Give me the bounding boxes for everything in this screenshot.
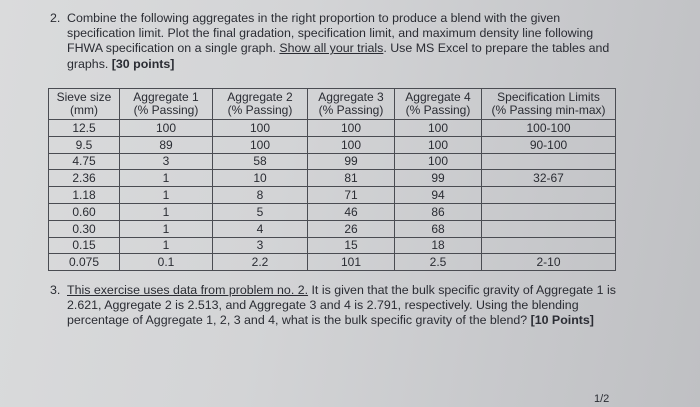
table-cell: 12.5 bbox=[49, 120, 120, 137]
table-cell: 46 bbox=[308, 203, 395, 220]
table-cell: 86 bbox=[395, 203, 482, 220]
table-cell: 1 bbox=[120, 170, 213, 187]
table-cell: 9.5 bbox=[49, 136, 120, 153]
table-cell: 100 bbox=[120, 120, 213, 137]
table-row bbox=[49, 120, 616, 137]
table-cell: 100 bbox=[395, 136, 482, 153]
column-header bbox=[213, 89, 308, 120]
question-2 bbox=[50, 11, 630, 72]
table-cell: 2.5 bbox=[395, 254, 482, 271]
table-cell bbox=[482, 237, 616, 254]
underlined-text: Show all your trials bbox=[279, 41, 384, 56]
table-cell: 3 bbox=[213, 237, 308, 254]
table-cell: 100 bbox=[213, 136, 308, 153]
table-cell bbox=[482, 203, 616, 220]
table-row bbox=[49, 220, 616, 237]
table-cell: 99 bbox=[395, 170, 482, 187]
question-text-2: . Use MS Excel to prepare the tables and graphs. bbox=[67, 41, 610, 71]
table-cell: 89 bbox=[120, 136, 213, 153]
table-cell: 26 bbox=[308, 220, 395, 237]
table-cell: 15 bbox=[308, 237, 395, 254]
table-cell: 100-100 bbox=[482, 120, 616, 137]
table-cell: 3 bbox=[120, 153, 213, 170]
table-cell: 99 bbox=[308, 153, 395, 170]
points: [30 points] bbox=[111, 56, 175, 71]
table-cell: 0.60 bbox=[49, 203, 120, 220]
points: [10 Points] bbox=[530, 313, 594, 328]
table-row bbox=[49, 203, 616, 220]
question-text: Combine the following aggregates in the right proportion to produce a blend with the given specification limit. Plot the final gradation, specification limit, and maximum density line following FHWA specification on a single graph. bbox=[67, 11, 594, 56]
column-header bbox=[49, 89, 120, 120]
table-cell bbox=[482, 220, 616, 237]
underlined-text: This exercise uses data from problem no. 2. bbox=[67, 283, 309, 297]
table-row bbox=[49, 237, 616, 254]
table-cell: 0.30 bbox=[49, 220, 120, 237]
table-cell: 100 bbox=[395, 120, 482, 137]
table-cell: 18 bbox=[395, 237, 482, 254]
question-3 bbox=[50, 283, 635, 329]
header-line: Sieve size bbox=[56, 89, 112, 104]
question-number: 3. bbox=[50, 283, 61, 297]
header-line: Aggregate 4 bbox=[405, 89, 471, 104]
table-cell: 0.1 bbox=[120, 254, 213, 271]
table-cell: 1 bbox=[120, 237, 213, 254]
header-line: Aggregate 3 bbox=[318, 89, 384, 104]
table-cell: 94 bbox=[395, 187, 482, 204]
table-cell: 101 bbox=[308, 254, 395, 271]
table-cell: 8 bbox=[213, 187, 308, 204]
column-header bbox=[482, 89, 616, 120]
table-row bbox=[49, 136, 616, 153]
question-number: 2. bbox=[50, 11, 61, 25]
header-line: Aggregate 2 bbox=[227, 89, 293, 104]
header-line: Specification Limits bbox=[497, 89, 600, 104]
column-header bbox=[395, 89, 482, 120]
table-cell: 5 bbox=[213, 203, 308, 220]
aggregate-table bbox=[48, 88, 616, 271]
table-cell: 10 bbox=[213, 170, 308, 187]
header-line: (% Passing min-max) bbox=[491, 103, 606, 117]
table-cell bbox=[482, 153, 616, 170]
header-line: (% Passing) bbox=[133, 103, 199, 117]
question-text: It is given that the bulk specific gravity of Aggregate 1 is 2.621, Aggregate 2 is 2.513, and Aggregate 3 and 4 is 2.791, respectively. Using the blending percentage of Aggregate 1, 2, 3 and 4, what is the bulk specific gravity of the blend? bbox=[67, 283, 616, 328]
table-cell: 71 bbox=[308, 187, 395, 204]
table-row bbox=[49, 254, 616, 271]
table-cell: 90-100 bbox=[482, 136, 616, 153]
table-cell: 0.15 bbox=[49, 237, 120, 254]
table-cell: 58 bbox=[213, 153, 308, 170]
table-cell: 2-10 bbox=[482, 254, 616, 271]
table-cell: 2.2 bbox=[213, 254, 308, 271]
table-cell bbox=[482, 187, 616, 204]
table-cell: 68 bbox=[395, 220, 482, 237]
table-row bbox=[49, 170, 616, 187]
table-cell: 100 bbox=[308, 136, 395, 153]
table-cell: 100 bbox=[308, 120, 395, 137]
table-cell: 32-67 bbox=[482, 170, 616, 187]
header-line: (% Passing) bbox=[405, 103, 471, 117]
table-cell: 4 bbox=[213, 220, 308, 237]
table-cell: 100 bbox=[213, 120, 308, 137]
table-cell: 100 bbox=[395, 153, 482, 170]
table-cell: 81 bbox=[308, 170, 395, 187]
header-line: (% Passing) bbox=[318, 103, 384, 117]
table-cell: 2.36 bbox=[49, 170, 120, 187]
table-row bbox=[49, 187, 616, 204]
table-cell: 0.075 bbox=[49, 254, 120, 271]
header-line: Aggregate 1 bbox=[133, 89, 199, 104]
table-cell: 4.75 bbox=[49, 153, 120, 170]
column-header bbox=[120, 89, 213, 120]
table-cell: 1 bbox=[120, 203, 213, 220]
column-header bbox=[308, 89, 395, 120]
page-number: 1/2 bbox=[594, 393, 610, 405]
table-row bbox=[49, 153, 616, 170]
table-cell: 1.18 bbox=[49, 187, 120, 204]
header-line: (mm) bbox=[70, 103, 98, 117]
table-cell: 1 bbox=[120, 187, 213, 204]
table-cell: 1 bbox=[120, 220, 213, 237]
header-line: (% Passing) bbox=[227, 103, 293, 117]
